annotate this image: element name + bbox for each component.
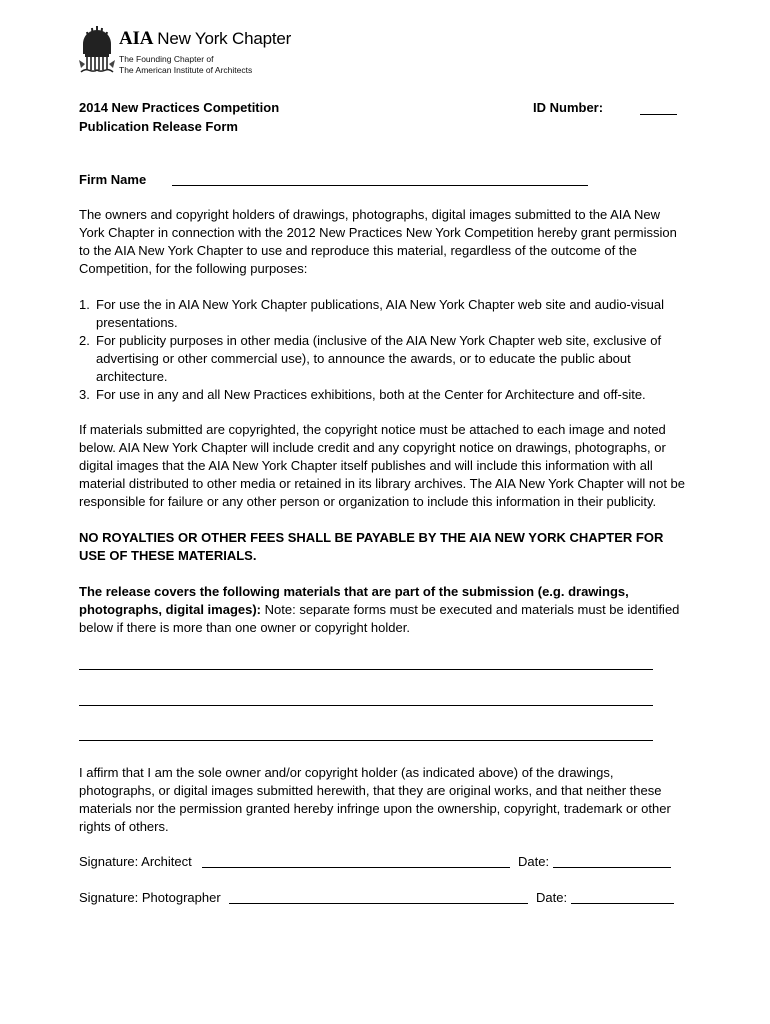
id-number-label: ID Number: <box>533 100 604 115</box>
firm-name-field[interactable] <box>172 185 588 186</box>
purposes-list <box>79 296 687 404</box>
firm-name-label: Firm Name <box>79 172 147 187</box>
copyright-paragraph: If materials submitted are copyrighted, the copyright notice must be attached to each image and noted below. AIA New York Chapter will include credit and any copyright notice on drawings, photographs, or digital images that the AIA New York Chapter itself publishes and will include this information with all material distributed to other media or retained in its library archives. The AIA New York Chapter will not be responsible for failure or any other person or organization to include this information in their publicity. <box>79 422 686 509</box>
aia-seal-icon <box>79 24 115 76</box>
photographer-date-field[interactable] <box>571 903 674 904</box>
id-number-field[interactable] <box>640 114 677 115</box>
logo-subtitle-1: The Founding Chapter of <box>119 54 214 64</box>
architect-signature-label: Signature: Architect <box>79 854 192 869</box>
title-line-1: 2014 New Practices Competition <box>79 100 280 115</box>
materials-line-3[interactable] <box>79 740 653 741</box>
photographer-date-label: Date: <box>536 890 568 905</box>
list-item: 3. For use in any and all New Practices exhibitions, both at the Center for Architecture and off-site. <box>79 387 646 402</box>
aia-logo <box>79 22 292 82</box>
materials-line-1[interactable] <box>79 669 653 670</box>
photographer-signature-label: Signature: Photographer <box>79 890 221 905</box>
materials-line-2[interactable] <box>79 705 653 706</box>
logo-title: AIA New York Chapter <box>119 28 292 49</box>
architect-signature-field[interactable] <box>202 867 510 868</box>
royalties-notice: NO ROYALTIES OR OTHER FEES SHALL BE PAYABLE BY THE AIA NEW YORK CHAPTER FOR USE OF THESE MATERIALS. <box>79 530 664 563</box>
photographer-signature-field[interactable] <box>229 903 528 904</box>
release-bold-text: The release covers the following materials that are part of the submission (e.g. drawings, photographs, digital images): <box>79 584 629 617</box>
logo-subtitle-2: The American Institute of Architects <box>119 65 253 75</box>
list-item: 2. For publicity purposes in other media (inclusive of the AIA New York Chapter web site, exclusive of advertising or other commercial use), to announce the awards, or to educate the public about architecture. <box>79 333 662 384</box>
release-paragraph <box>79 583 687 637</box>
title-line-2: Publication Release Form <box>79 119 238 134</box>
affirmation-paragraph: I affirm that I am the sole owner and/or copyright holder (as indicated above) of the drawings, photographs, or digital images submitted herewith, that they are original works, and that neither these materials nor the permission granted hereby infringe upon the ownership, copyright, trademark or other rights of others. <box>79 765 671 834</box>
architect-date-label: Date: <box>518 854 550 869</box>
release-note-text: Note: separate forms must be executed and materials must be identified below if there is more than one owner or copyright holder. <box>79 602 680 635</box>
list-item: 1. For use the in AIA New York Chapter publications, AIA New York Chapter web site and audio-visual presentations. <box>79 297 665 330</box>
form-title <box>79 98 279 136</box>
intro-paragraph: The owners and copyright holders of drawings, photographs, digital images submitted to the AIA New York Chapter in connection with the 2012 New Practices New York Competition hereby grant permission to the AIA New York Chapter to use and reproduce this material, regardless of the outcome of the Competition, for the following purposes: <box>79 207 677 276</box>
architect-date-field[interactable] <box>553 867 671 868</box>
